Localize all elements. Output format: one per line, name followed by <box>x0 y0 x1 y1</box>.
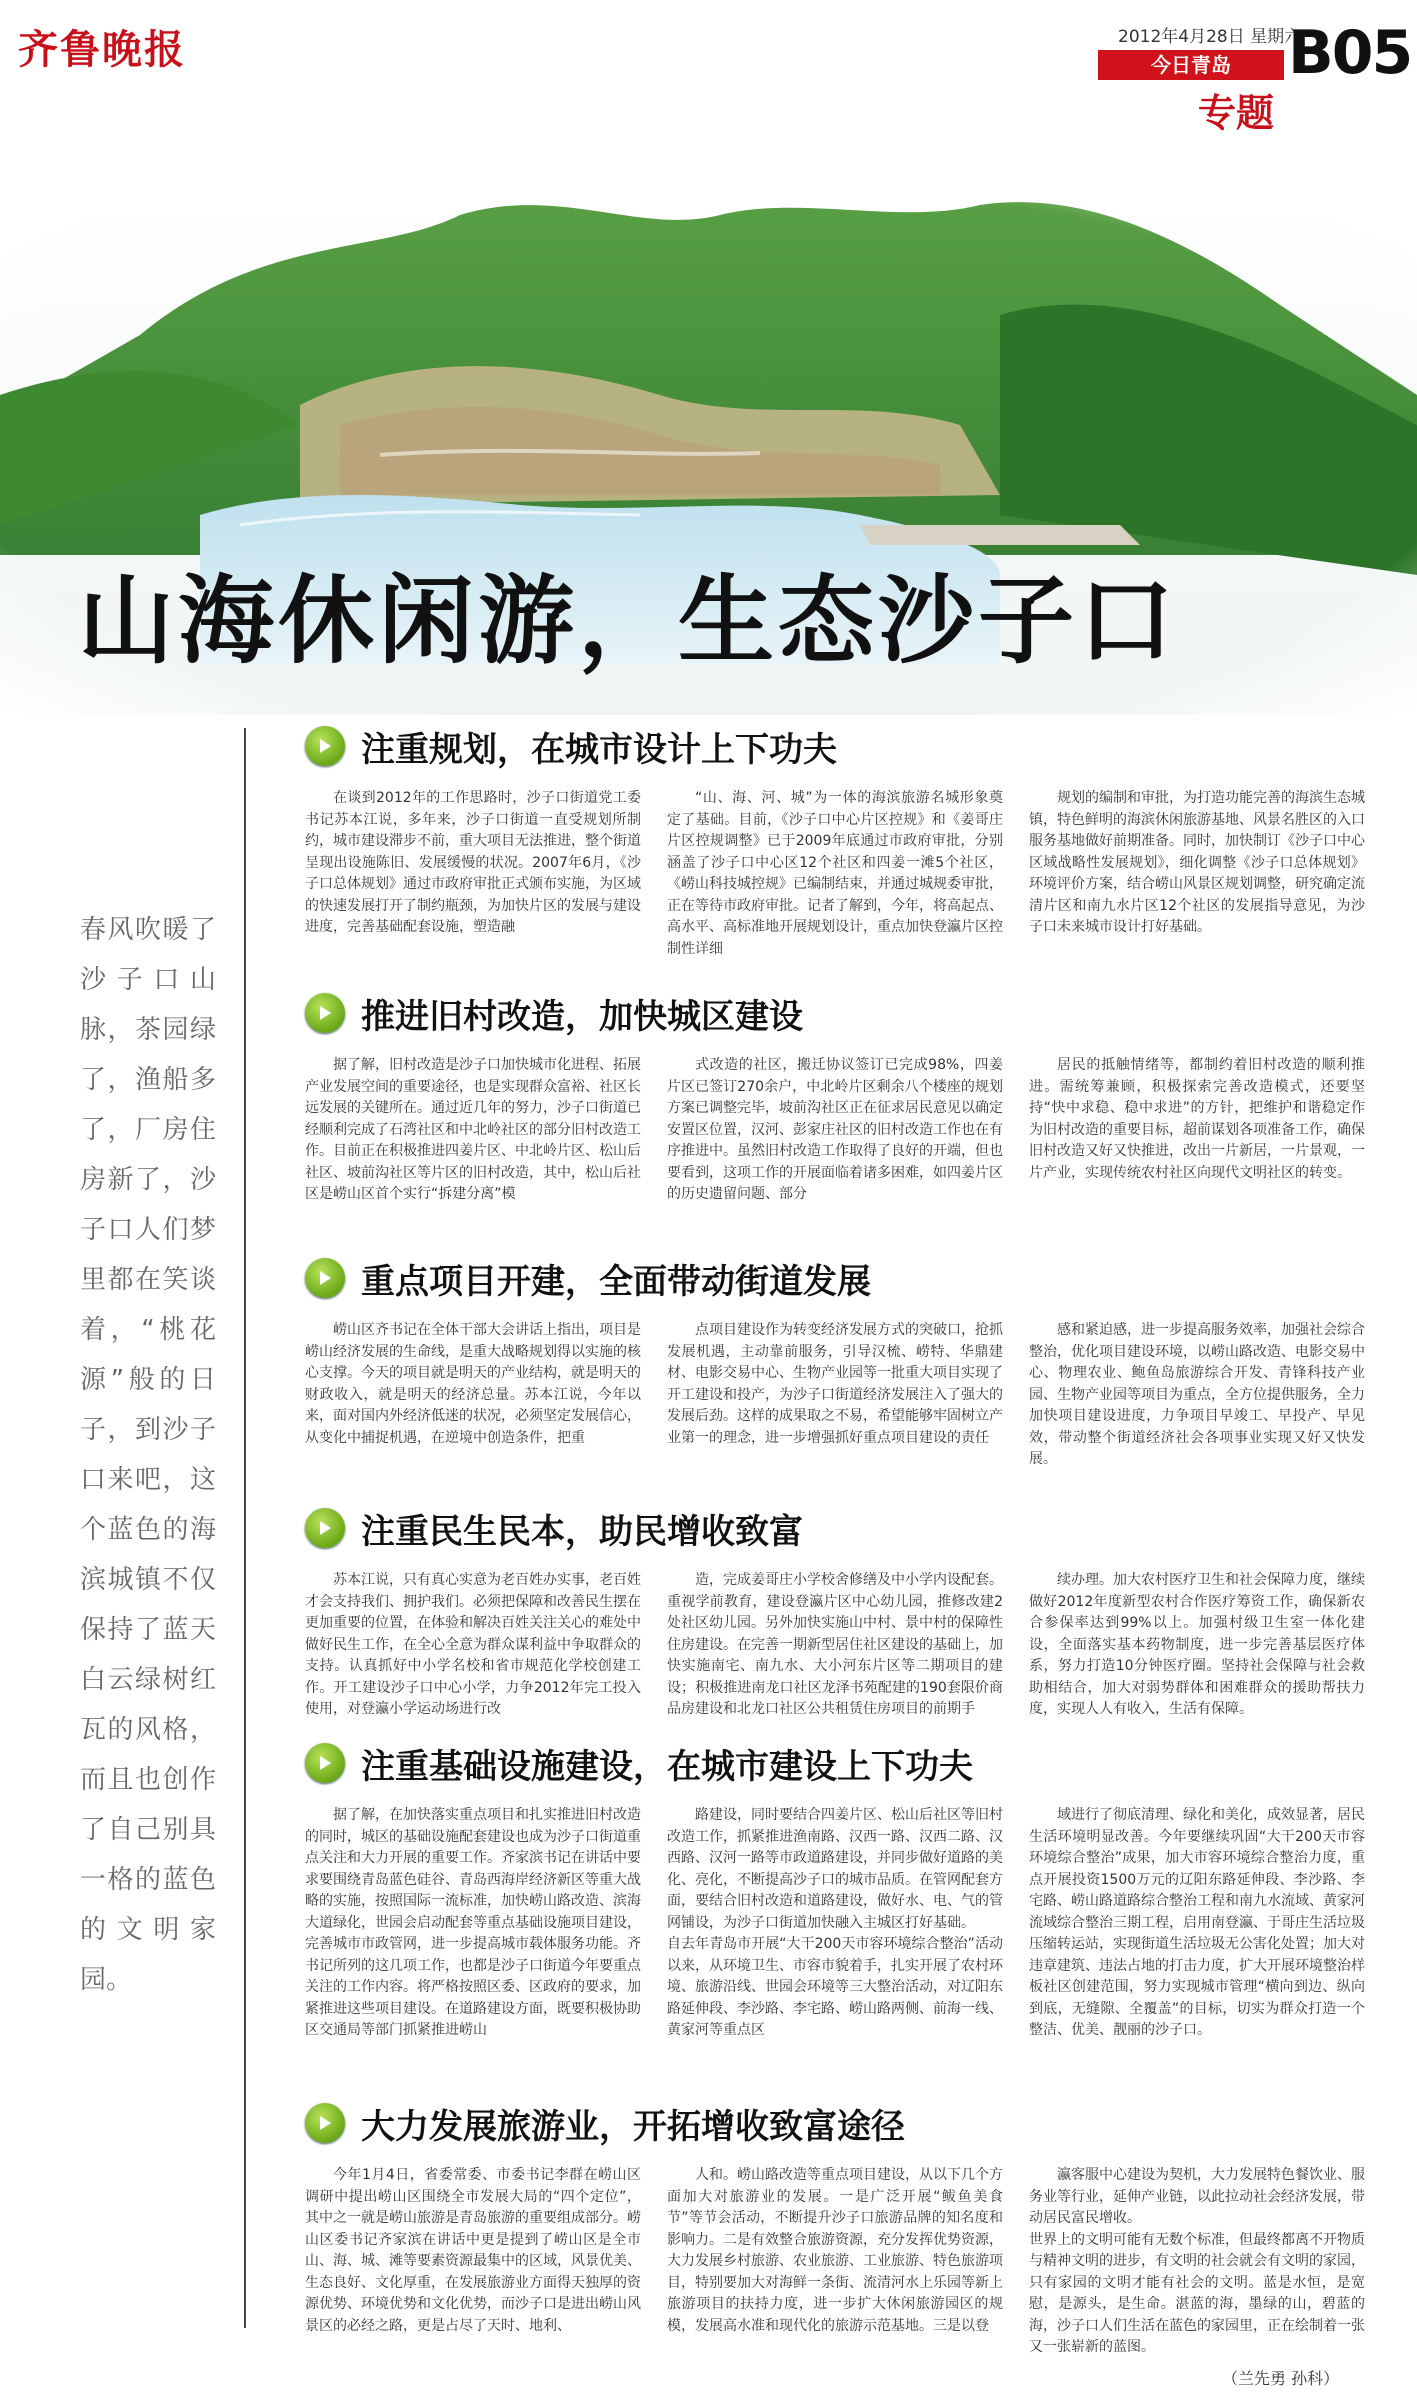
article-column: 在谈到2012年的工作思路时，沙子口街道党工委书记苏本江说，多年来，沙子口街道一直受规划所制约，城市建设滞步不前，重大项目无法推进，整个街道呈现出设施陈旧、发展缓慢的状况。2007年6月，《沙子口总体规划》通过市政府审批正式颁布实施，为区域的快速发展打开了制约瓶颈，为加快片区的发展与建设进度，完善基础配套设施，塑造融 <box>305 790 641 935</box>
article-column: 居民的抵触情绪等，都制约着旧村改造的顺利推进。需统筹兼顾，积极探索完善改造模式，还要坚持“快中求稳、稳中求进”的方针，把维护和谐稳定作为旧村改造的重要目标，超前谋划各项准备工作，确保旧村改造又好又快推进，改出一片新居，一片景观，一片产业，实现传统农村社区向现代文明社区的转变。 <box>1029 1057 1365 1181</box>
article-column: 人和。崂山路改造等重点项目建设，从以下几个方面加大对旅游业的发展。一是广泛开展“鲅鱼美食节”等节会活动，不断提升沙子口旅游品牌的知名度和影响力。二是有效整合旅游资源，充分发挥优势资源，大力发展乡村旅游、农业旅游、工业旅游、特色旅游项目，特别要加大对海鲜一条街、流清河水上乐园等新上旅游项目的扶持力度，进一步扩大休闲旅游园区的规模，发展高水准和现代化的旅游示范基地。三是以登 <box>667 2167 1003 2334</box>
article-column: 点项目建设作为转变经济发展方式的突破口，抢抓发展机遇，主动靠前服务，引导汉梳、崂特、华鼎建材、电影交易中心、生物产业园等一批重大项目实现了开工建设和投产，为沙子口街道经济发展注入了强大的发展后劲。这样的成果取之不易，希望能够牢固树立产业第一的理念，进一步增强抓好重点项目建设的责任 <box>667 1322 1003 1446</box>
article-column: 规划的编制和审批，为打造功能完善的海滨生态城镇，特色鲜明的海滨休闲旅游基地、风景名胜区的入口服务基地做好前期准备。同时，加快制订《沙子口中心区域战略性发展规划》，细化调整《沙子口总体规划》环境评价方案，结合崂山风景区规划调整，研究确定流清片区和南九水片区12个社区的发展指导意见，为沙子口未来城市设计打好基础。 <box>1029 790 1365 935</box>
section-key-projects <box>305 1250 1365 1495</box>
section-village-renewal <box>305 985 1365 1245</box>
article-column: 据了解，在加快落实重点项目和扎实推进旧村改造的同时，城区的基础设施配套建设也成为沙子口街道重点关注和大力开展的重要工作。齐家滨书记在讲话中要求要围绕青岛蓝色硅谷、青岛西海岸经济新区等重大战略的实施，按照国际一流标准，加快崂山路改造、滨海大道绿化，世园会启动配套等重点基础设施项目建设，完善城市市政管网，进一步提高城市载体服务功能。齐书记所列的这几项工作，也都是沙子口街道今年要重点关注的工作内容。将严格按照区委、区政府的要求，加紧推进这些项目建设。在道路建设方面，既要积极协助区交通局等部门抓紧推进崂山 <box>305 1807 641 2038</box>
section-heading <box>305 1500 1365 1556</box>
section-body <box>305 2165 1365 2400</box>
section-title: 注重规划，在城市设计上下功夫 <box>361 729 837 770</box>
section-heading <box>305 1735 1365 1791</box>
article-column: 域进行了彻底清理、绿化和美化，成效显著，居民生活环境明显改善。今年要继续巩固“大干200天市容环境综合整治”成果，加大市容环境综合整治力度，重点开展投资1500万元的辽阳东路延伸段、李沙路、李宅路、崂山路道路综合整治工程和南九水流域、黄家河流域综合整治三期工程，启用南登瀛、于哥庄生活垃圾压缩转运站，实现街道生活垃圾无公害化处置；加大对违章建筑、违法占地的打击力度，扩大开展环境整治样板社区创建范围，努力实现城市管理“横向到边、纵向到底，无缝隙、全覆盖”的目标，切实为群众打造一个整洁、优美、靓丽的沙子口。 <box>1029 1807 1365 2038</box>
page-header <box>0 0 1417 180</box>
section-tag: 今日青岛 <box>1098 50 1284 80</box>
issue-date: 2012年4月28日 星期六 <box>1118 27 1302 47</box>
section-title: 重点项目开建，全面带动街道发展 <box>361 1261 871 1302</box>
column-tag: 专题 <box>1198 91 1275 135</box>
section-body <box>305 1055 1365 1245</box>
play-bullet-icon <box>305 1508 345 1548</box>
section-planning <box>305 718 1365 978</box>
play-bullet-icon <box>305 1743 345 1783</box>
play-bullet-icon <box>305 726 345 766</box>
section-heading <box>305 1250 1365 1306</box>
article-column: 感和紧迫感，进一步提高服务效率，加强社会综合整治，优化项目建设环境，以崂山路改造、电影交易中心、物理农业、鲍鱼岛旅游综合开发、青锋科技产业园、生物产业园等项目为重点，全方位提供服务，全力加快项目建设进度，力争项目早竣工、早投产、早见效，带动整个街道经济社会各项事业实现又好又快发展。 <box>1029 1322 1365 1467</box>
article-column: 今年1月4日，省委常委、市委书记李群在崂山区调研中提出崂山区围绕全市发展大局的“四个定位”，其中之一就是崂山旅游是青岛旅游的重要组成部分。崂山区委书记齐家滨在讲话中更是提到了崂山区是全市山、海、城、滩等要素资源最集中的区域，风景优美、生态良好、文化厚重，在发展旅游业方面得天独厚的资源优势、环境优势和文化优势，而沙子口是进出崂山风景区的必经之路，更是占尽了天时、地利、 <box>305 2167 641 2334</box>
section-body <box>305 788 1365 978</box>
section-heading <box>305 718 1365 774</box>
sidebar-intro-text: 春风吹暖了沙子口山脉，茶园绿了，渔船多了，厂房住房新了，沙子口人们梦里都在笑谈着，“桃花源”般的日子，到沙子口来吧，这个蓝色的海滨城镇不仅保持了蓝天白云绿树红瓦的风格，而且也创作了自己别具一格的蓝色的文明家园。 <box>80 915 216 1995</box>
section-heading <box>305 2095 1365 2151</box>
page-number: B05 <box>1288 18 1412 88</box>
section-title: 注重基础设施建设，在城市建设上下功夫 <box>361 1746 973 1787</box>
section-title: 大力发展旅游业，开拓增收致富途径 <box>361 2106 905 2147</box>
article-column: 造，完成姜哥庄小学校舍修缮及中小学内设配套。重视学前教育，建设登瀛片区中心幼儿园，推修改建2处社区幼儿园。另外加快实施山中村、景中村的保障性住房建设。在完善一期新型居住社区建设的基础上，加快实施南宅、南九水、大小河东片区等二期项目的建设；积极推进南龙口社区龙泽书苑配建的190套限价商品房建设和北龙口社区公共租赁住房项目的前期手 <box>667 1572 1003 1717</box>
article-column: 式改造的社区，搬迁协议签订已完成98%，四姜片区已签订270余户，中北岭片区剩余八个楼座的规划方案已调整完毕，坡前沟社区正在征求居民意见以确定安置区位置，汉河、彭家庄社区的旧村改造工作也在有序推进中。虽然旧村改造工作取得了良好的开端，但也要看到，这项工作的开展面临着诸多困难，如四姜片区的历史遗留问题、部分 <box>667 1057 1003 1202</box>
article-column: 瀛客服中心建设为契机，大力发展特色餐饮业、服务业等行业，延伸产业链，以此拉动社会经济发展，带动居民富民增收。 世界上的文明可能有无数个标准，但最终都离不开物质与精神文明的进步，有文明的社会就会有文明的家园，只有家园的文明才能有社会的文明。蓝是水恒，是宽慰，是源头，是生命。湛蓝的海，墨绿的山，碧蓝的海，沙子口人们生活在蓝色的家园里，正在绘制着一张又一张崭新的蓝图。 <box>1029 2167 1365 2355</box>
section-body <box>305 1805 1365 2105</box>
section-heading <box>305 985 1365 1041</box>
play-bullet-icon <box>305 2103 345 2143</box>
article-column: 苏本江说，只有真心实意为老百姓办实事，老百姓才会支持我们、拥护我们。必须把保障和改善民生摆在更加重要的位置，在体验和解决百姓关注关心的难处中做好民生工作，在全心全意为群众谋利益中争取群众的支持。认真抓好中小学名校和省市规范化学校创建工作。开工建设沙子口中心小学，力争2012年完工投入使用，对登瀛小学运动场进行改 <box>305 1572 641 1717</box>
author-byline: （兰先勇 孙科） <box>1222 2369 1340 2388</box>
section-title: 注重民生民本，助民增收致富 <box>361 1511 803 1552</box>
play-bullet-icon <box>305 993 345 1033</box>
section-title: 推进旧村改造，加快城区建设 <box>361 996 803 1037</box>
main-headline: 山海休闲游，生态沙子口 <box>78 565 1178 677</box>
article-column: 据了解，旧村改造是沙子口加快城市化进程、拓展产业发展空间的重要途径，也是实现群众富裕、社区长远发展的关键所在。通过近几年的努力，沙子口街道已经顺利完成了石湾社区和中北岭社区的部分旧村改造工作。目前正在积极推进四姜片区、中北岭片区、松山后社区、坡前沟社区等片区的旧村改造，其中，松山后社区是崂山区首个实行“拆建分离”模 <box>305 1057 641 1202</box>
column-divider <box>244 728 246 2328</box>
newspaper-logo: 齐鲁晚报 <box>18 26 186 73</box>
section-tourism <box>305 2095 1365 2400</box>
section-livelihood <box>305 1500 1365 1765</box>
article-column: “山、海、河、城”为一体的海滨旅游名城形象奠定了基础。目前，《沙子口中心片区控规》和《姜哥庄片区控规调整》已于2009年底通过市政府审批，分别涵盖了沙子口中心区12个社区和四姜一滩5个社区，《崂山科技城控规》已编制结束，并通过城规委审批，正在等待市政府审批。记者了解到，今年，将高起点、高水平、高标准地开展规划设计，重点加快登瀛片区控制性详细 <box>667 790 1003 957</box>
article-column: 路建设，同时要结合四姜片区、松山后社区等旧村改造工作，抓紧推进渔南路、汉西一路、汉西二路、汉西路、汉河一路等市政道路建设，并同步做好道路的美化、亮化，不断提高沙子口的城市品质。在管网配套方面，要结合旧村改造和道路建设，做好水、电、气的管网铺设，为沙子口街道加快融入主城区打好基础。 自去年青岛市开展“大干200天市容环境综合整治”活动以来，从环境卫生、市容市貌着手，扎实开展了农村环境、旅游沿线、世园会环境等三大整治活动，对辽阳东路延伸段、李沙路、李宅路、崂山路两侧、前海一线、黄家河等重点区 <box>667 1807 1003 2038</box>
play-bullet-icon <box>305 1258 345 1298</box>
article-column: 续办理。加大农村医疗卫生和社会保障力度，继续做好2012年度新型农村合作医疗筹资工作，确保新农合参保率达到99%以上。加强村级卫生室一体化建设，全面落实基本药物制度，进一步完善基层医疗体系，努力打造10分钟医疗圈。坚持社会保障与社会救助相结合，加大对弱势群体和困难群众的援助帮扶力度，实现人人有收入，生活有保障。 <box>1029 1572 1365 1717</box>
section-body <box>305 1320 1365 1495</box>
section-infrastructure <box>305 1735 1365 2105</box>
article-column: 崂山区齐书记在全体干部大会讲话上指出，项目是崂山经济发展的生命线，是重大战略规划得以实施的核心支撑。今天的项目就是明天的产业结构，就是明天的财政收入，就是明天的经济总量。苏本江说，今年以来，面对国内外经济低迷的状况，必须坚定发展信心，从变化中捕捉机遇，在逆境中创造条件，把重 <box>305 1322 641 1446</box>
